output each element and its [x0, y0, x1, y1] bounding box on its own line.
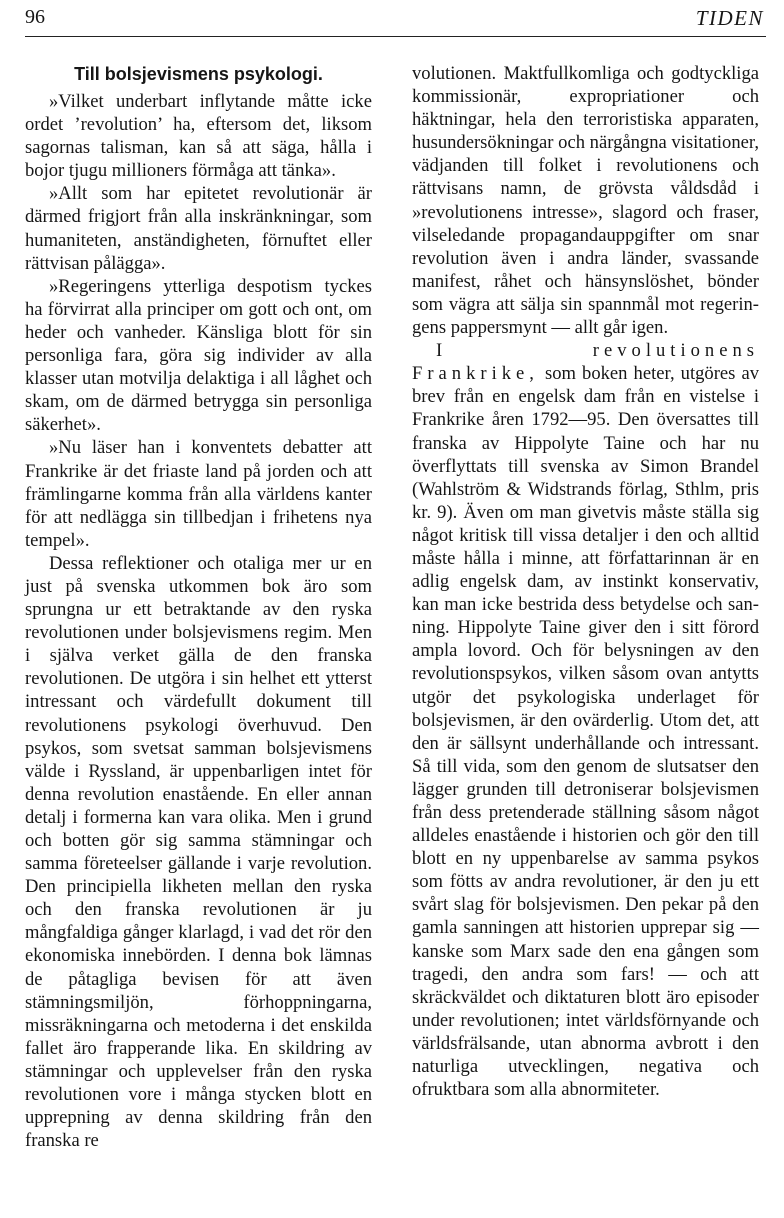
- paragraph: »Allt som har epitetet revolutionär är därmed frigjort från alla inskränkningar, som humaniteten, anständigheten, förnuftet eller rättvisan pålägga».: [25, 183, 372, 274]
- book-title-spaced: I revolutionens Frankrike,: [412, 340, 759, 385]
- paragraph-continued: volutionen. Maktfullkomliga och godtyckliga kommissionär, expropriationer och häktningar, hela den terroristiska apparaten, husundersökningar och närgångna visitationer, vädjanden till folket i revolutionens och rättvisans namn, de grövsta våldsdåd i »revolutionens intresse», slagord och fraser, vilseledande propagandauppgifter om snar revolution även i andra länder, svassande manifest, råhet och hänsynslöshet, bönder som vägra att sälja sin spannmål mot regeringens pappersmynt — allt går igen.: [412, 63, 759, 339]
- paragraph: Dessa reflektioner och otaliga mer ur en just på svenska utkommen bok äro som sprungna ur ett betraktande av den ryska revolutionen under bolsjevismens regim. Men i själva verket gälla de den franska revolutionen. De utgöra i sin helhet ett ytterst intressant och värdefullt dokument till revolutionens psykologi överhuvud. Den psykos, som svetsat samman bolsjevismens välde i Ryssland, är uppenbarligen intet för denna revolution enastående. En eller annan detalj i formerna kan vara olika. Men i grund och botten gör sig samma stämningar och samma företeelser gällande i varje revolution. Den principiella likheten mellan den ryska och den franska revolutionen är ju mångfaldiga gånger klarlagd, i vad det rör den ekonomiska innebörden. I denna bok lämnas de påtagliga bevisen för att även stämningsmiljön, förhoppningarna, missräkningarna och metoderna i det enskilda fallet äro frapperande lika. En skildring av stämningar och upplevelser från den ryska revolutionen vore i många stycken blott en upprepning av denna skildring från den franska re: [25, 552, 372, 1152]
- page-number: 96: [25, 6, 45, 28]
- paragraph-text: som boken heter, utgöres av brev från en engelsk dam från en vistelse i Frankrike åren 1792—95. Den översattes till franska av Hippolyte Taine och har nu överflyttats till svenska av Simon Brandel (Wahlström & Widstrands förlag, Sthlm, pris kr. 9). Även om man givetvis måste ställa sig något kritisk till vissa detaljer i den och alltid måste hålla i minne, att författarinnan är en adlig engelsk dam, av instinkt konservativ, kan man icke bestrida dess betydelse och sanning. Hippolyte Taine giver den i sitt förord ampla lovord. Och för belysningen av den revolutionspsykos, vilken såsom ovan antytts utgör det psykologiska underlaget för bolsjevismen, är den ovärderlig. Utom det, att den är sällsynt underhållande och intressant. Så till vida, som den genom de slutsatser den lägger grunden till detroniserar bolsjevismen från dess pretenderade ställning såsom något alldeles enastående i historien och gör den till blott en ny uppenbarelse av samma psykos som fötts av andra revolutioner, är den ju ett svårt slag för bolsjevismen. Den pekar på den gamla sanningen att historien upprepar sig — kanske som Marx sade den ena gången som tragedi, den andra som fars! — och att skräckväldet och diktaturen blott äro episoder under revolutionen; intet världsförnyande och världsfrälsande, utan abnorma avbrott i den naturliga utvecklingen, negativa och ofruktbara som alla abnormiteter.: [412, 363, 759, 1101]
- header-rule: [25, 36, 766, 37]
- article-title: Till bolsjevismens psykologi.: [74, 64, 323, 84]
- left-column: [25, 62, 372, 1152]
- paragraph: »Vilket underbart inflytande måtte icke ordet ’revolution’ ha, eftersom det, liksom sagornas talisman, kan så att säga, hålla i bojor tjugu millioners förmåga att tänka».: [25, 91, 372, 182]
- page-header: [0, 6, 784, 36]
- right-column: [412, 62, 759, 1101]
- paragraph: »Regeringens ytterliga despotism tyckes ha förvirrat alla principer om gott och ont, om heder och vanheder. Känsliga blott för sin personliga fara, göra sig individer av alla klasser utan motvilja delaktiga i all låghet och skam, om de därmed betrygga sin personliga säkerhet».: [25, 275, 372, 436]
- journal-title: TIDEN: [695, 6, 764, 30]
- paragraph: »Nu läser han i konventets debatter att Frankrike är det friaste land på jorden och att främlingarne komma från alla världens kanter för att nedlägga sin tillbedjan i frihetens nya tempel».: [25, 437, 372, 551]
- paragraph-book-review: [412, 339, 759, 1101]
